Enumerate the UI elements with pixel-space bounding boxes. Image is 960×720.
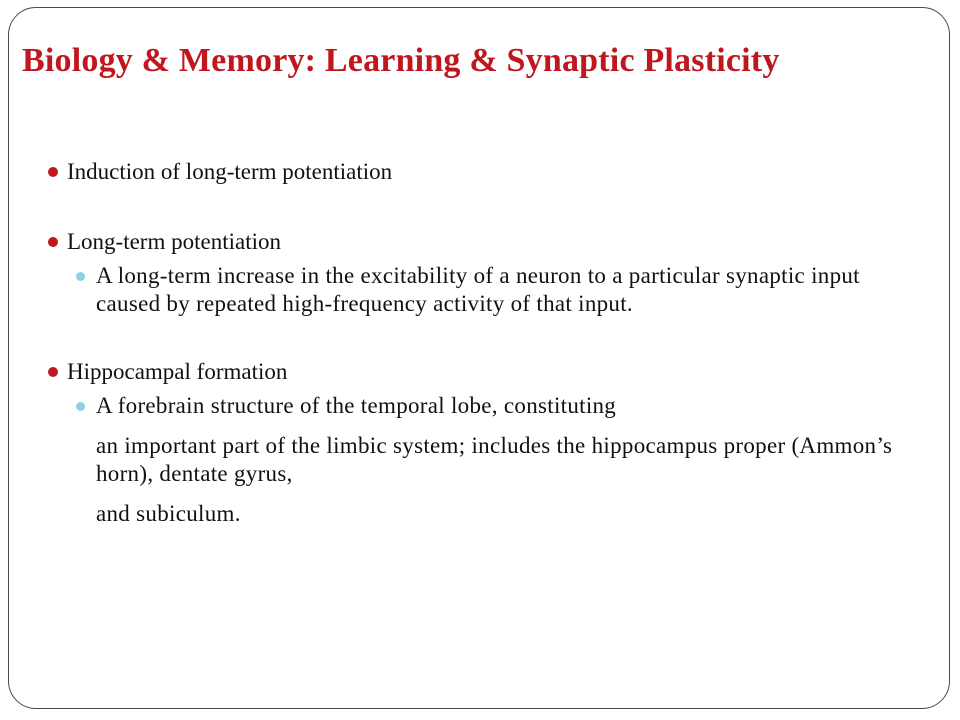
sub-bullet-ltp-definition: A long-term increase in the excitability of a neuron to a particular synaptic input caused by repeated high-frequency activity of that input. (76, 262, 908, 318)
slide-title: Biology & Memory: Learning & Synaptic Plasticity (22, 42, 780, 79)
slide-body (48, 156, 908, 528)
bullet-ltp: Long-term potentiation (48, 226, 908, 258)
sub-bullet-continuation-2: and subiculum. (96, 501, 241, 526)
sub-bullet-continuation-1: an important part of the limbic system; includes the hippocampus proper (Ammon’s horn), dentate gyrus, (96, 433, 893, 486)
bullet-induction: Induction of long-term potentiation (48, 156, 908, 188)
sub-bullet-hippocampal-definition: A forebrain structure of the temporal lobe, constituting (76, 392, 908, 420)
bullet-hippocampal-formation: Hippocampal formation (48, 356, 908, 388)
